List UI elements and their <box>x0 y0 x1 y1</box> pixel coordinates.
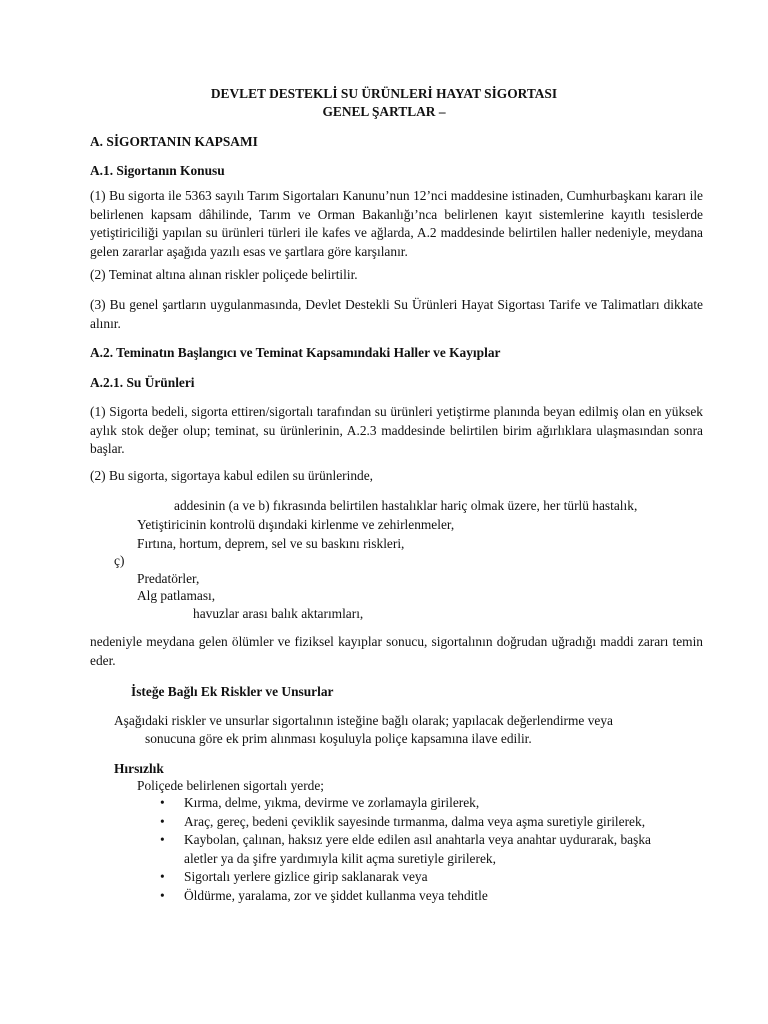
section-a1-paragraph-2: (2) Teminat altına alınan riskler poliçede belirtilir. <box>90 267 358 282</box>
section-a21-paragraph-3: nedeniyle meydana gelen ölümler ve fiziksel kayıplar sonucu, sigortalının doğrudan uğradığı maddi zararı temin eder. <box>90 634 703 668</box>
list-item-text: Kırma, delme, yıkma, devirme ve zorlamayla girilerek, <box>184 795 480 810</box>
theft-lead: Poliçede belirlenen sigortalı yerde; <box>137 778 325 793</box>
list-item <box>160 813 680 832</box>
list-item-text: Öldürme, yaralama, zor ve şiddet kullanma veya tehditle <box>184 887 488 903</box>
coverage-item-marker-c-cedilla: ç) <box>114 553 125 568</box>
coverage-item-b: Yetiştiricinin kontrolü dışındaki kirlenme ve zehirlenmeler, <box>137 517 455 532</box>
section-a-heading: A. SİGORTANIN KAPSAMI <box>90 134 258 149</box>
document-subtitle: GENEL ŞARTLAR – <box>322 104 446 119</box>
theft-bullet-list <box>160 794 680 905</box>
coverage-item-f: havuzlar arası balık aktarımları, <box>193 606 364 621</box>
bullet-icon: • <box>160 813 165 829</box>
section-a21-heading: A.2.1. Su Ürünleri <box>90 375 195 390</box>
section-a21-paragraph-2: (2) Bu sigorta, sigortaya kabul edilen su ürünlerinde, <box>90 468 373 483</box>
list-item <box>160 887 680 906</box>
document-title: DEVLET DESTEKLİ SU ÜRÜNLERİ HAYAT SİGORTASI <box>210 86 558 101</box>
list-item <box>160 868 680 887</box>
list-item-text: Kaybolan, çalınan, haksız yere elde edilen asıl anahtarla veya anahtar uydurarak, başka aletler ya da şifre yardımıyla kilit açma suretiyle girilerek, <box>184 832 651 866</box>
bullet-icon: • <box>160 869 165 884</box>
optional-risks-intro-line-1: Aşağıdaki riskler ve unsurlar sigortalının isteğine bağlı olarak; yapılacak değerlendirme veya <box>114 713 614 728</box>
section-a1-heading: A.1. Sigortanın Konusu <box>90 163 225 178</box>
bullet-icon: • <box>160 795 165 810</box>
list-item <box>160 831 680 868</box>
optional-risks-heading: İsteğe Bağlı Ek Riskler ve Unsurlar <box>131 684 334 699</box>
bullet-icon: • <box>160 832 165 847</box>
coverage-item-a: addesinin (a ve b) fıkrasında belirtilen hastalıklar hariç olmak üzere, her türlü hastalık, <box>174 498 638 513</box>
bullet-icon: • <box>160 887 165 903</box>
optional-risks-intro-line-2: sonucuna göre ek prim alınması koşuluyla poliçe kapsamına ilave edilir. <box>145 731 532 746</box>
section-a1-paragraph-3: (3) Bu genel şartların uygulanmasında, Devlet Destekli Su Ürünleri Hayat Sigortası Tarife ve Talimatları dikkate alınır. <box>90 297 703 331</box>
section-a2-heading: A.2. Teminatın Başlangıcı ve Teminat Kapsamındaki Haller ve Kayıplar <box>90 345 501 360</box>
coverage-item-d: Predatörler, <box>137 571 200 586</box>
section-a21-paragraph-1: (1) Sigorta bedeli, sigorta ettiren/sigortalı tarafından su ürünleri yetiştirme planında beyan edilmiş olan en yüksek aylık stok değer olup; teminat, su ürünlerinin, A.2.3 maddesinde belirtilen birim ağırlıklara ulaşmasından sonra başlar. <box>90 404 703 456</box>
list-item-text: Araç, gereç, bedeni çeviklik sayesinde tırmanma, dalma veya aşma suretiyle girilerek, <box>184 813 646 829</box>
list-item-text: Sigortalı yerlere gizlice girip saklanarak veya <box>184 869 428 884</box>
coverage-item-c: Fırtına, hortum, deprem, sel ve su baskını riskleri, <box>137 536 405 551</box>
list-item <box>160 794 680 813</box>
coverage-item-e: Alg patlaması, <box>137 588 216 603</box>
theft-heading: Hırsızlık <box>114 761 164 776</box>
section-a1-paragraph-1: (1) Bu sigorta ile 5363 sayılı Tarım Sigortaları Kanunu’nun 12’nci maddesine istinaden, Cumhurbaşkanı kararı ile belirlenen kapsam dâhilinde, Tarım ve Orman Bakanlığı’nca belirlenen kayıt sistemlerine kayıtlı tesislerde yetiştiriciliği yapılan su ürünleri türleri ile kafes ve ağlarda, A.2 maddesinde belirtilen haller nedeniyle, meydana gelen zararlar aşağıda yazılı esas ve şartlara göre karşılanır. <box>90 188 703 259</box>
